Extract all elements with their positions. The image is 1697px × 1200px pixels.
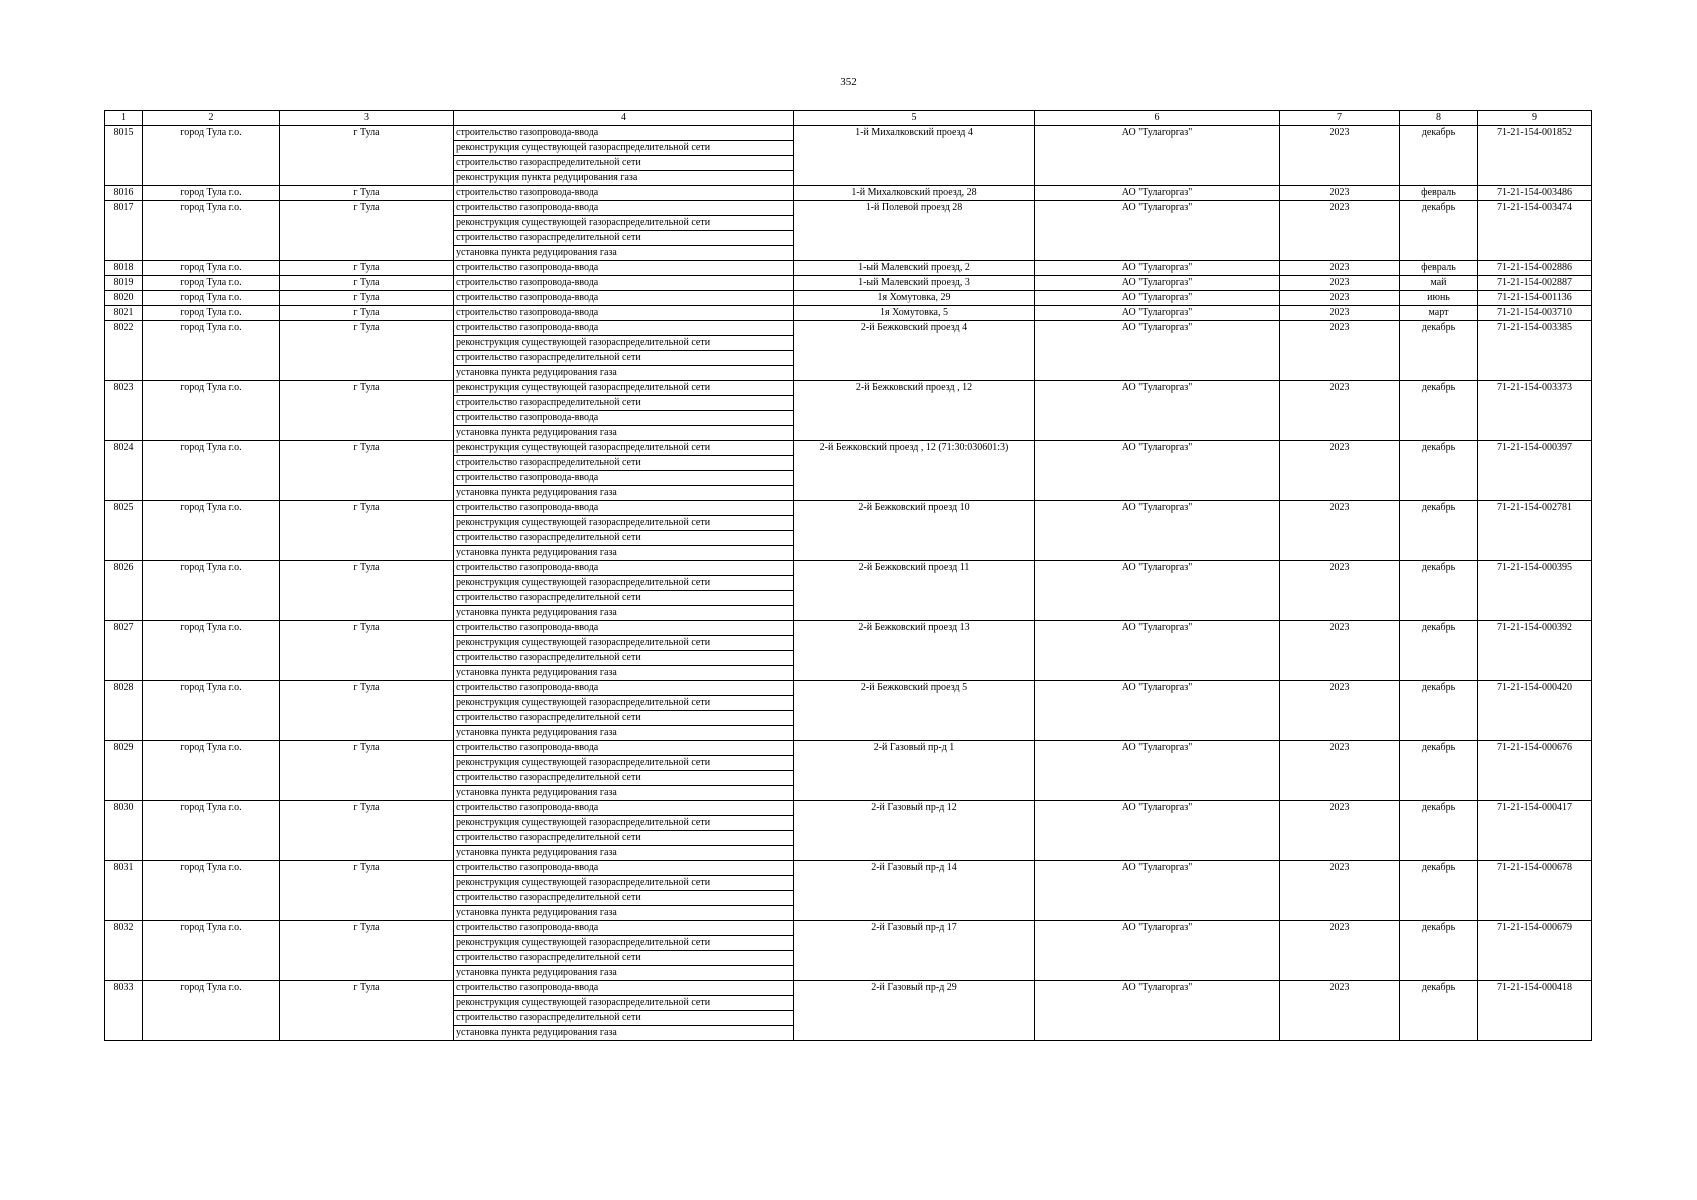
locality-cell: г Тула bbox=[280, 921, 454, 981]
locality-cell: г Тула bbox=[280, 561, 454, 621]
year-cell: 2023 bbox=[1280, 276, 1400, 291]
work-type-cell: строительство газопровода-ввода bbox=[454, 981, 794, 996]
municipality-cell: город Тула г.о. bbox=[143, 186, 280, 201]
month-cell: июнь bbox=[1400, 291, 1478, 306]
year-cell: 2023 bbox=[1280, 861, 1400, 921]
year-cell: 2023 bbox=[1280, 681, 1400, 741]
work-type-cell: строительство газопровода-ввода bbox=[454, 276, 794, 291]
municipality-cell: город Тула г.о. bbox=[143, 126, 280, 186]
work-type-cell: реконструкция существующей газораспределительной сети bbox=[454, 816, 794, 831]
row-number-cell: 8033 bbox=[105, 981, 143, 1041]
code-cell: 71-21-154-000420 bbox=[1478, 681, 1592, 741]
code-cell: 71-21-154-000392 bbox=[1478, 621, 1592, 681]
month-cell: декабрь bbox=[1400, 861, 1478, 921]
table-row bbox=[105, 321, 1592, 336]
code-cell: 71-21-154-000397 bbox=[1478, 441, 1592, 501]
locality-cell: г Тула bbox=[280, 186, 454, 201]
locality-cell: г Тула bbox=[280, 126, 454, 186]
month-cell: декабрь bbox=[1400, 321, 1478, 381]
work-type-cell: установка пункта редуцирования газа bbox=[454, 606, 794, 621]
organization-cell: АО "Тулагоргаз" bbox=[1035, 561, 1280, 621]
month-cell: декабрь bbox=[1400, 981, 1478, 1041]
work-type-cell: строительство газопровода-ввода bbox=[454, 321, 794, 336]
month-cell: февраль bbox=[1400, 261, 1478, 276]
work-type-cell: строительство газораспределительной сети bbox=[454, 651, 794, 666]
address-cell: 1я Хомутовка, 29 bbox=[794, 291, 1035, 306]
year-cell: 2023 bbox=[1280, 321, 1400, 381]
work-type-cell: строительство газопровода-ввода bbox=[454, 621, 794, 636]
column-header-6: 6 bbox=[1035, 111, 1280, 126]
column-header-2: 2 bbox=[143, 111, 280, 126]
work-type-cell: строительство газопровода-ввода bbox=[454, 501, 794, 516]
work-type-cell: реконструкция существующей газораспределительной сети bbox=[454, 336, 794, 351]
organization-cell: АО "Тулагоргаз" bbox=[1035, 981, 1280, 1041]
address-cell: 2-й Газовый пр-д 1 bbox=[794, 741, 1035, 801]
municipality-cell: город Тула г.о. bbox=[143, 741, 280, 801]
municipality-cell: город Тула г.о. bbox=[143, 921, 280, 981]
work-type-cell: реконструкция существующей газораспределительной сети bbox=[454, 756, 794, 771]
work-type-cell: строительство газопровода-ввода bbox=[454, 801, 794, 816]
work-type-cell: реконструкция существующей газораспределительной сети bbox=[454, 996, 794, 1011]
organization-cell: АО "Тулагоргаз" bbox=[1035, 621, 1280, 681]
code-cell: 71-21-154-003710 bbox=[1478, 306, 1592, 321]
locality-cell: г Тула bbox=[280, 681, 454, 741]
address-cell: 2-й Бежковский проезд 4 bbox=[794, 321, 1035, 381]
column-header-1: 1 bbox=[105, 111, 143, 126]
table-row bbox=[105, 861, 1592, 876]
locality-cell: г Тула bbox=[280, 201, 454, 261]
work-type-cell: строительство газопровода-ввода bbox=[454, 186, 794, 201]
row-number-cell: 8017 bbox=[105, 201, 143, 261]
month-cell: декабрь bbox=[1400, 921, 1478, 981]
organization-cell: АО "Тулагоргаз" bbox=[1035, 186, 1280, 201]
month-cell: май bbox=[1400, 276, 1478, 291]
code-cell: 71-21-154-002886 bbox=[1478, 261, 1592, 276]
row-number-cell: 8026 bbox=[105, 561, 143, 621]
work-type-cell: установка пункта редуцирования газа bbox=[454, 546, 794, 561]
row-number-cell: 8025 bbox=[105, 501, 143, 561]
row-number-cell: 8031 bbox=[105, 861, 143, 921]
table-row bbox=[105, 261, 1592, 276]
address-cell: 2-й Газовый пр-д 12 bbox=[794, 801, 1035, 861]
municipality-cell: город Тула г.о. bbox=[143, 306, 280, 321]
table-row bbox=[105, 981, 1592, 996]
year-cell: 2023 bbox=[1280, 921, 1400, 981]
work-type-cell: строительство газораспределительной сети bbox=[454, 396, 794, 411]
work-type-cell: строительство газопровода-ввода bbox=[454, 201, 794, 216]
year-cell: 2023 bbox=[1280, 741, 1400, 801]
table-body bbox=[105, 126, 1592, 1041]
work-type-cell: строительство газопровода-ввода bbox=[454, 411, 794, 426]
code-cell: 71-21-154-001852 bbox=[1478, 126, 1592, 186]
row-number-cell: 8019 bbox=[105, 276, 143, 291]
month-cell: декабрь bbox=[1400, 501, 1478, 561]
work-type-cell: строительство газораспределительной сети bbox=[454, 1011, 794, 1026]
table-row bbox=[105, 126, 1592, 141]
column-header-3: 3 bbox=[280, 111, 454, 126]
municipality-cell: город Тула г.о. bbox=[143, 981, 280, 1041]
month-cell: декабрь bbox=[1400, 126, 1478, 186]
municipality-cell: город Тула г.о. bbox=[143, 681, 280, 741]
work-type-cell: строительство газораспределительной сети bbox=[454, 831, 794, 846]
column-header-9: 9 bbox=[1478, 111, 1592, 126]
work-type-cell: установка пункта редуцирования газа bbox=[454, 966, 794, 981]
work-type-cell: строительство газораспределительной сети bbox=[454, 351, 794, 366]
address-cell: 2-й Бежковский проезд 5 bbox=[794, 681, 1035, 741]
organization-cell: АО "Тулагоргаз" bbox=[1035, 741, 1280, 801]
code-cell: 71-21-154-000395 bbox=[1478, 561, 1592, 621]
address-cell: 1-ый Малевский проезд, 2 bbox=[794, 261, 1035, 276]
address-cell: 1-й Полевой проезд 28 bbox=[794, 201, 1035, 261]
locality-cell: г Тула bbox=[280, 741, 454, 801]
table-row bbox=[105, 291, 1592, 306]
organization-cell: АО "Тулагоргаз" bbox=[1035, 201, 1280, 261]
row-number-cell: 8023 bbox=[105, 381, 143, 441]
month-cell: декабрь bbox=[1400, 801, 1478, 861]
address-cell: 2-й Бежковский проезд , 12 bbox=[794, 381, 1035, 441]
work-type-cell: строительство газораспределительной сети bbox=[454, 891, 794, 906]
locality-cell: г Тула bbox=[280, 321, 454, 381]
column-header-4: 4 bbox=[454, 111, 794, 126]
month-cell: февраль bbox=[1400, 186, 1478, 201]
code-cell: 71-21-154-000418 bbox=[1478, 981, 1592, 1041]
code-cell: 71-21-154-003486 bbox=[1478, 186, 1592, 201]
table-row bbox=[105, 681, 1592, 696]
page-number: 352 bbox=[840, 76, 857, 88]
work-type-cell: строительство газораспределительной сети bbox=[454, 531, 794, 546]
address-cell: 2-й Газовый пр-д 14 bbox=[794, 861, 1035, 921]
work-type-cell: установка пункта редуцирования газа bbox=[454, 726, 794, 741]
work-type-cell: реконструкция существующей газораспределительной сети bbox=[454, 876, 794, 891]
row-number-cell: 8028 bbox=[105, 681, 143, 741]
year-cell: 2023 bbox=[1280, 981, 1400, 1041]
locality-cell: г Тула bbox=[280, 441, 454, 501]
year-cell: 2023 bbox=[1280, 801, 1400, 861]
municipality-cell: город Тула г.о. bbox=[143, 501, 280, 561]
column-header-7: 7 bbox=[1280, 111, 1400, 126]
month-cell: декабрь bbox=[1400, 201, 1478, 261]
work-type-cell: строительство газопровода-ввода bbox=[454, 126, 794, 141]
work-type-cell: строительство газораспределительной сети bbox=[454, 156, 794, 171]
work-type-cell: реконструкция существующей газораспределительной сети bbox=[454, 381, 794, 396]
work-type-cell: установка пункта редуцирования газа bbox=[454, 1026, 794, 1041]
year-cell: 2023 bbox=[1280, 621, 1400, 681]
locality-cell: г Тула bbox=[280, 981, 454, 1041]
organization-cell: АО "Тулагоргаз" bbox=[1035, 306, 1280, 321]
locality-cell: г Тула bbox=[280, 381, 454, 441]
month-cell: декабрь bbox=[1400, 741, 1478, 801]
year-cell: 2023 bbox=[1280, 126, 1400, 186]
work-type-cell: строительство газопровода-ввода bbox=[454, 261, 794, 276]
work-type-cell: строительство газораспределительной сети bbox=[454, 951, 794, 966]
work-type-cell: реконструкция существующей газораспределительной сети bbox=[454, 141, 794, 156]
work-type-cell: строительство газопровода-ввода bbox=[454, 291, 794, 306]
code-cell: 71-21-154-001136 bbox=[1478, 291, 1592, 306]
row-number-cell: 8020 bbox=[105, 291, 143, 306]
municipality-cell: город Тула г.о. bbox=[143, 861, 280, 921]
work-type-cell: реконструкция существующей газораспределительной сети bbox=[454, 516, 794, 531]
row-number-cell: 8021 bbox=[105, 306, 143, 321]
month-cell: декабрь bbox=[1400, 441, 1478, 501]
organization-cell: АО "Тулагоргаз" bbox=[1035, 921, 1280, 981]
row-number-cell: 8018 bbox=[105, 261, 143, 276]
row-number-cell: 8015 bbox=[105, 126, 143, 186]
code-cell: 71-21-154-000678 bbox=[1478, 861, 1592, 921]
row-number-cell: 8016 bbox=[105, 186, 143, 201]
code-cell: 71-21-154-002781 bbox=[1478, 501, 1592, 561]
table-row bbox=[105, 276, 1592, 291]
table-row bbox=[105, 561, 1592, 576]
work-type-cell: реконструкция существующей газораспределительной сети bbox=[454, 696, 794, 711]
year-cell: 2023 bbox=[1280, 381, 1400, 441]
month-cell: декабрь bbox=[1400, 621, 1478, 681]
work-type-cell: реконструкция существующей газораспределительной сети bbox=[454, 576, 794, 591]
code-cell: 71-21-154-003373 bbox=[1478, 381, 1592, 441]
row-number-cell: 8024 bbox=[105, 441, 143, 501]
organization-cell: АО "Тулагоргаз" bbox=[1035, 276, 1280, 291]
work-type-cell: строительство газораспределительной сети bbox=[454, 231, 794, 246]
organization-cell: АО "Тулагоргаз" bbox=[1035, 801, 1280, 861]
row-number-cell: 8022 bbox=[105, 321, 143, 381]
year-cell: 2023 bbox=[1280, 186, 1400, 201]
table-row bbox=[105, 186, 1592, 201]
address-cell: 2-й Газовый пр-д 17 bbox=[794, 921, 1035, 981]
code-cell: 71-21-154-003474 bbox=[1478, 201, 1592, 261]
organization-cell: АО "Тулагоргаз" bbox=[1035, 381, 1280, 441]
column-header-5: 5 bbox=[794, 111, 1035, 126]
work-type-cell: строительство газопровода-ввода bbox=[454, 681, 794, 696]
table-row bbox=[105, 921, 1592, 936]
work-type-cell: строительство газораспределительной сети bbox=[454, 711, 794, 726]
work-type-cell: установка пункта редуцирования газа bbox=[454, 426, 794, 441]
municipality-cell: город Тула г.о. bbox=[143, 276, 280, 291]
table-row bbox=[105, 201, 1592, 216]
locality-cell: г Тула bbox=[280, 501, 454, 561]
work-type-cell: строительство газораспределительной сети bbox=[454, 456, 794, 471]
row-number-cell: 8032 bbox=[105, 921, 143, 981]
table-row bbox=[105, 621, 1592, 636]
work-type-cell: строительство газопровода-ввода bbox=[454, 561, 794, 576]
work-type-cell: строительство газораспределительной сети bbox=[454, 591, 794, 606]
organization-cell: АО "Тулагоргаз" bbox=[1035, 261, 1280, 276]
work-type-cell: строительство газораспределительной сети bbox=[454, 771, 794, 786]
work-type-cell: установка пункта редуцирования газа bbox=[454, 666, 794, 681]
work-type-cell: установка пункта редуцирования газа bbox=[454, 366, 794, 381]
code-cell: 71-21-154-003385 bbox=[1478, 321, 1592, 381]
municipality-cell: город Тула г.о. bbox=[143, 291, 280, 306]
organization-cell: АО "Тулагоргаз" bbox=[1035, 291, 1280, 306]
work-type-cell: реконструкция существующей газораспределительной сети bbox=[454, 936, 794, 951]
work-type-cell: реконструкция существующей газораспределительной сети bbox=[454, 636, 794, 651]
organization-cell: АО "Тулагоргаз" bbox=[1035, 321, 1280, 381]
work-type-cell: установка пункта редуцирования газа bbox=[454, 486, 794, 501]
address-cell: 2-й Газовый пр-д 29 bbox=[794, 981, 1035, 1041]
organization-cell: АО "Тулагоргаз" bbox=[1035, 126, 1280, 186]
year-cell: 2023 bbox=[1280, 561, 1400, 621]
table-row bbox=[105, 741, 1592, 756]
code-cell: 71-21-154-000417 bbox=[1478, 801, 1592, 861]
work-type-cell: установка пункта редуцирования газа bbox=[454, 786, 794, 801]
month-cell: декабрь bbox=[1400, 561, 1478, 621]
row-number-cell: 8029 bbox=[105, 741, 143, 801]
work-type-cell: реконструкция существующей газораспределительной сети bbox=[454, 441, 794, 456]
address-cell: 2-й Бежковский проезд 11 bbox=[794, 561, 1035, 621]
year-cell: 2023 bbox=[1280, 441, 1400, 501]
work-type-cell: установка пункта редуцирования газа bbox=[454, 906, 794, 921]
table-row bbox=[105, 306, 1592, 321]
code-cell: 71-21-154-000679 bbox=[1478, 921, 1592, 981]
table-row bbox=[105, 441, 1592, 456]
table-row bbox=[105, 801, 1592, 816]
locality-cell: г Тула bbox=[280, 306, 454, 321]
locality-cell: г Тула bbox=[280, 261, 454, 276]
month-cell: декабрь bbox=[1400, 381, 1478, 441]
table-row bbox=[105, 501, 1592, 516]
municipality-cell: город Тула г.о. bbox=[143, 561, 280, 621]
column-header-8: 8 bbox=[1400, 111, 1478, 126]
gasification-registry-table bbox=[104, 110, 1592, 1041]
work-type-cell: строительство газопровода-ввода bbox=[454, 471, 794, 486]
work-type-cell: установка пункта редуцирования газа bbox=[454, 246, 794, 261]
locality-cell: г Тула bbox=[280, 621, 454, 681]
municipality-cell: город Тула г.о. bbox=[143, 381, 280, 441]
work-type-cell: реконструкция пункта редуцирования газа bbox=[454, 171, 794, 186]
table-header-row bbox=[105, 111, 1592, 126]
locality-cell: г Тула bbox=[280, 801, 454, 861]
work-type-cell: строительство газопровода-ввода bbox=[454, 741, 794, 756]
organization-cell: АО "Тулагоргаз" bbox=[1035, 501, 1280, 561]
organization-cell: АО "Тулагоргаз" bbox=[1035, 441, 1280, 501]
year-cell: 2023 bbox=[1280, 291, 1400, 306]
address-cell: 2-й Бежковский проезд 13 bbox=[794, 621, 1035, 681]
row-number-cell: 8030 bbox=[105, 801, 143, 861]
municipality-cell: город Тула г.о. bbox=[143, 321, 280, 381]
work-type-cell: строительство газопровода-ввода bbox=[454, 921, 794, 936]
code-cell: 71-21-154-002887 bbox=[1478, 276, 1592, 291]
address-cell: 1-й Михалковский проезд, 28 bbox=[794, 186, 1035, 201]
address-cell: 1-ый Малевский проезд, 3 bbox=[794, 276, 1035, 291]
work-type-cell: строительство газопровода-ввода bbox=[454, 861, 794, 876]
code-cell: 71-21-154-000676 bbox=[1478, 741, 1592, 801]
locality-cell: г Тула bbox=[280, 861, 454, 921]
work-type-cell: строительство газопровода-ввода bbox=[454, 306, 794, 321]
work-type-cell: реконструкция существующей газораспределительной сети bbox=[454, 216, 794, 231]
address-cell: 2-й Бежковский проезд , 12 (71:30:030601:3) bbox=[794, 441, 1035, 501]
organization-cell: АО "Тулагоргаз" bbox=[1035, 861, 1280, 921]
address-cell: 1я Хомутовка, 5 bbox=[794, 306, 1035, 321]
work-type-cell: установка пункта редуцирования газа bbox=[454, 846, 794, 861]
year-cell: 2023 bbox=[1280, 306, 1400, 321]
year-cell: 2023 bbox=[1280, 261, 1400, 276]
address-cell: 2-й Бежковский проезд 10 bbox=[794, 501, 1035, 561]
year-cell: 2023 bbox=[1280, 201, 1400, 261]
municipality-cell: город Тула г.о. bbox=[143, 621, 280, 681]
municipality-cell: город Тула г.о. bbox=[143, 261, 280, 276]
municipality-cell: город Тула г.о. bbox=[143, 801, 280, 861]
year-cell: 2023 bbox=[1280, 501, 1400, 561]
municipality-cell: город Тула г.о. bbox=[143, 441, 280, 501]
organization-cell: АО "Тулагоргаз" bbox=[1035, 681, 1280, 741]
locality-cell: г Тула bbox=[280, 276, 454, 291]
locality-cell: г Тула bbox=[280, 291, 454, 306]
row-number-cell: 8027 bbox=[105, 621, 143, 681]
month-cell: декабрь bbox=[1400, 681, 1478, 741]
address-cell: 1-й Михалковский проезд 4 bbox=[794, 126, 1035, 186]
table-row bbox=[105, 381, 1592, 396]
month-cell: март bbox=[1400, 306, 1478, 321]
municipality-cell: город Тула г.о. bbox=[143, 201, 280, 261]
